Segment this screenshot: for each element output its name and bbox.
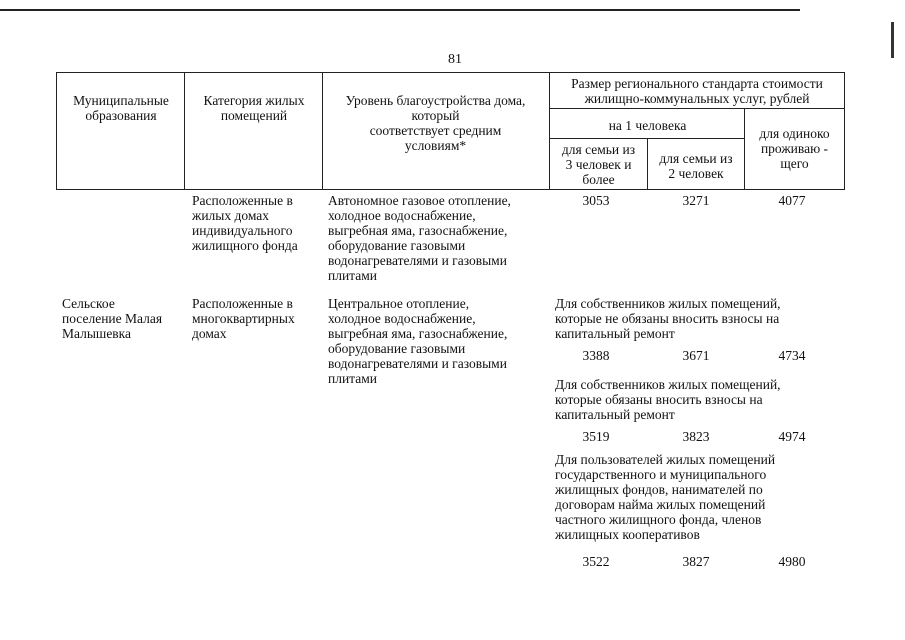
row1-value-family2: 3271 (682, 193, 710, 208)
group2-value-family2: 3823 (682, 429, 710, 444)
grid-line (184, 72, 185, 190)
header-family3: для семьи из 3 человек и более (561, 142, 636, 187)
grid-line (56, 72, 57, 190)
row1-level: Автономное газовое отопление, холодное водоснабжение, выгребная яма, газоснабжение, оборудование газовыми водонагревателями и газовыми плитами (328, 193, 511, 283)
row1-value-family3: 3053 (582, 193, 610, 208)
group2-value-single: 4974 (778, 429, 806, 444)
row1-value-single: 4077 (778, 193, 806, 208)
header-single: для одиноко проживаю - щего (759, 126, 830, 171)
group2-value-family3: 3519 (582, 429, 610, 444)
group3-value-single: 4980 (778, 554, 806, 569)
group1-value-single: 4734 (778, 348, 806, 363)
group2-caption: Для собственников жилых помещений, которые обязаны вносить взносы на капитальный ремонт (555, 377, 781, 422)
top-rule (0, 9, 800, 11)
group3-caption: Для пользователей жилых помещений государственного и муниципального жилищных фондов, нанимателей по договорам найма жилых помещений частного жилищного фонда, членов жилищных кооперативов (555, 452, 776, 542)
header-level: Уровень благоустройства дома, который соответствует средним условиям* (345, 93, 526, 153)
row2-municipality: Сельское поселение Малая Малышевка (62, 296, 163, 341)
group1-value-family2: 3671 (682, 348, 710, 363)
header-family2: для семьи из 2 человек (659, 151, 733, 181)
grid-line (56, 72, 845, 73)
header-standard-title: Размер регионального стандарта стоимости жилищно-коммунальных услуг, рублей (571, 76, 823, 106)
edge-mark (891, 22, 894, 58)
group3-value-family2: 3827 (682, 554, 710, 569)
group1-value-family3: 3388 (582, 348, 610, 363)
grid-line (549, 108, 845, 109)
header-municipalities: Муниципальные образования (73, 93, 169, 123)
header-category: Категория жилых помещений (203, 93, 305, 123)
header-per-person: на 1 человека (608, 118, 687, 133)
grid-line (56, 189, 845, 190)
row1-category: Расположенные в жилых домах индивидуального жилищного фонда (192, 193, 298, 253)
page-number: 81 (448, 52, 462, 67)
row2-category: Расположенные в многоквартирных домах (192, 296, 295, 341)
grid-line (844, 72, 845, 190)
group1-caption: Для собственников жилых помещений, которые не обязаны вносить взносы на капитальный ремонт (555, 296, 781, 341)
group3-value-family3: 3522 (582, 554, 610, 569)
row2-level: Центральное отопление, холодное водоснабжение, выгребная яма, газоснабжение, оборудование газовыми водонагревателями и газовыми плитами (328, 296, 508, 386)
